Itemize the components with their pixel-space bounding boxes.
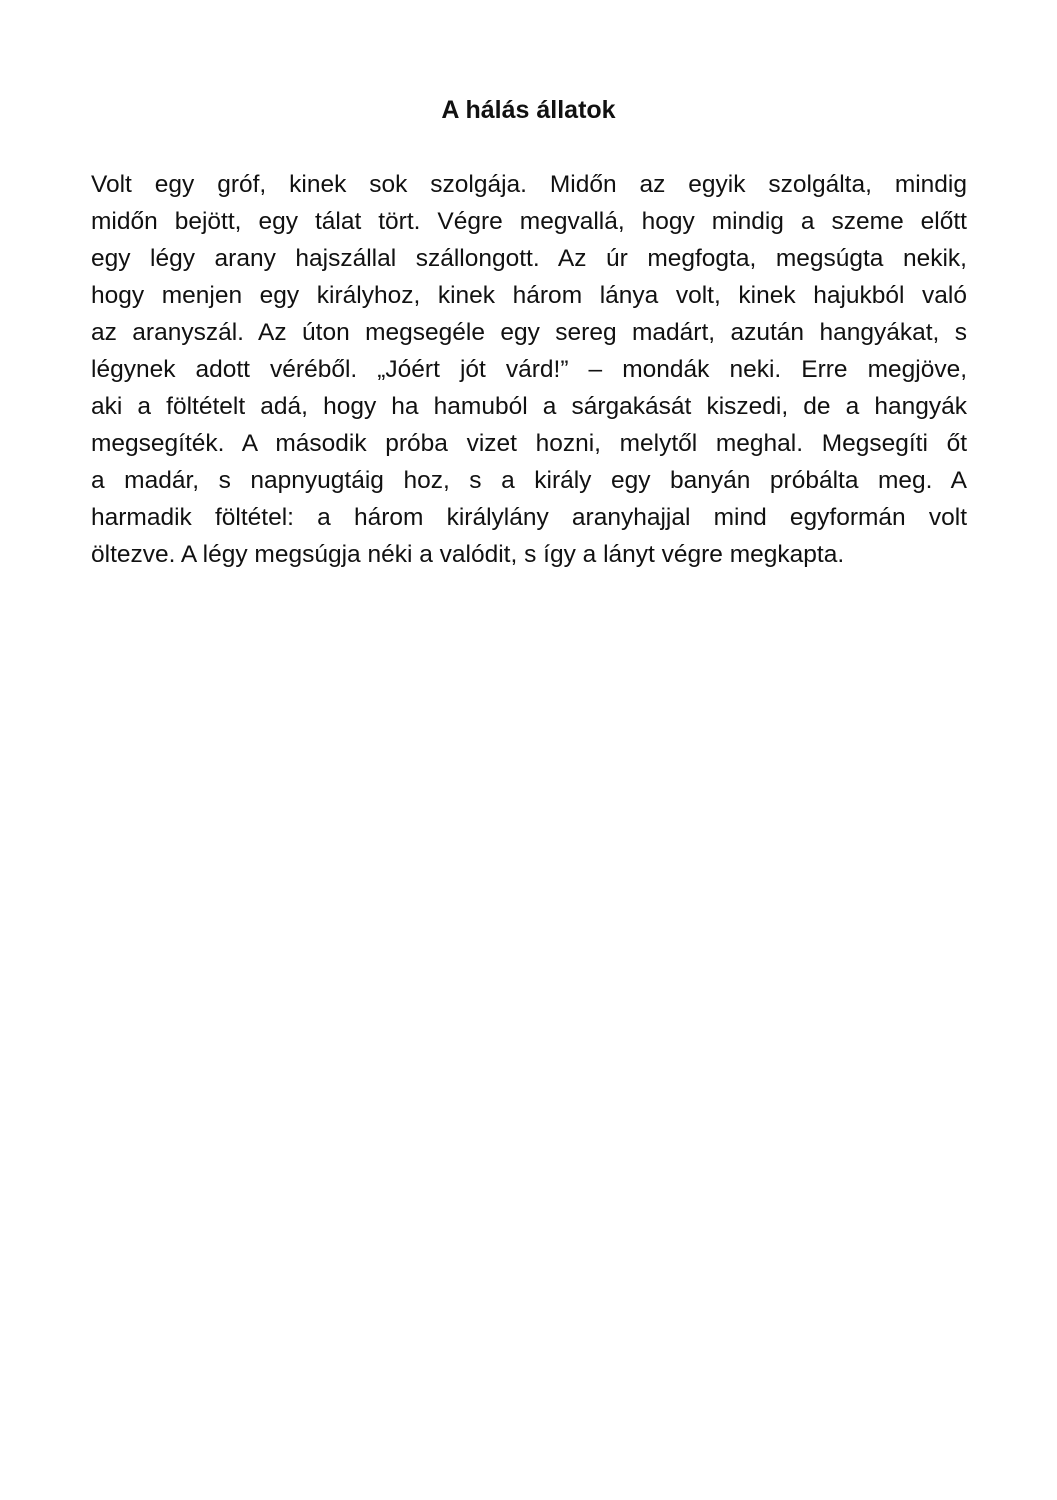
paragraph-line: megsegíték. A második próba vizet hozni, melytől meghal. Megsegíti őt [91,430,967,457]
paragraph-line: az aranyszál. Az úton megsegéle egy sereg madárt, azután hangyákat, s [91,319,967,346]
paragraph-line: Volt egy gróf, kinek sok szolgája. Midőn az egyik szolgálta, mindig [91,171,967,198]
paragraph-line: midőn bejött, egy tálat tört. Végre megvallá, hogy mindig a szeme előtt [91,208,967,235]
paragraph-line: légynek adott véréből. „Jóért jót várd!” – mondák neki. Erre megjöve, [91,356,967,383]
paragraph-line: a madár, s napnyugtáig hoz, s a király egy banyán próbálta meg. A [91,467,967,494]
paragraph-line: öltezve. A légy megsúgja néki a valódit, s így a lányt végre megkapta. [91,541,845,568]
paragraph-line: harmadik föltétel: a három királylány aranyhajjal mind egyformán volt [91,504,967,531]
paragraph-line: hogy menjen egy királyhoz, kinek három lánya volt, kinek hajukból való [91,282,967,309]
story-paragraph [91,166,967,573]
paragraph-line: aki a föltételt adá, hogy ha hamuból a sárgakását kiszedi, de a hangyák [91,393,967,420]
paragraph-line: egy légy arany hajszállal szállongott. Az úr megfogta, megsúgta nekik, [91,245,967,272]
document-title: A hálás állatok [441,96,616,124]
